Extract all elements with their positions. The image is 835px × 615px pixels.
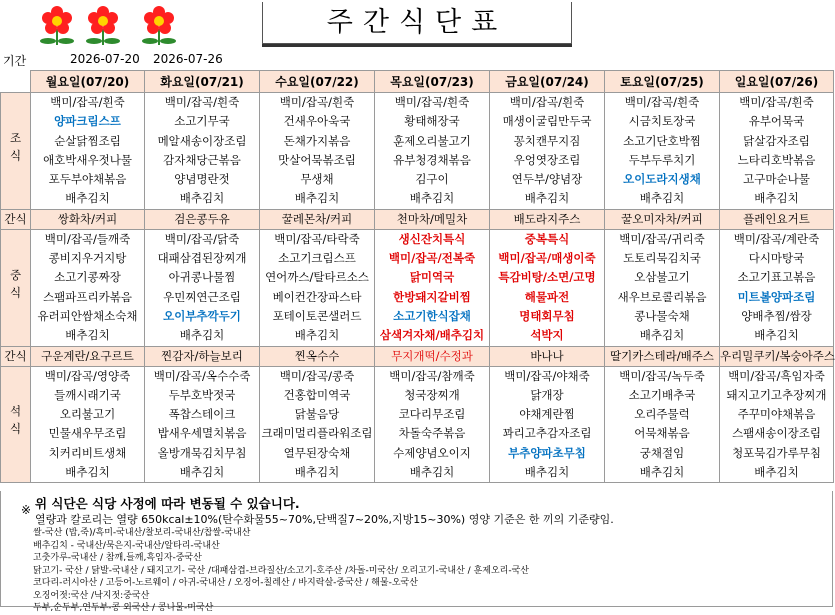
menu-item: 다시마탕국 bbox=[748, 251, 805, 266]
menu-item: 우엉엿장조림 bbox=[513, 152, 581, 167]
period-label: 기간 bbox=[3, 54, 27, 68]
menu-item: 매생이굴림만두국 bbox=[502, 114, 592, 129]
header bbox=[0, 0, 835, 50]
menu-item: 스팸새송이장조림 bbox=[732, 426, 821, 441]
menu-item: 민물새우무조림 bbox=[48, 426, 127, 441]
snack-cell: 쌍화차/커피 bbox=[31, 209, 145, 229]
menu-item: 순살닭찜조림 bbox=[54, 133, 121, 148]
origin-line: 고춧가루-국내산 / 참깨,들깨,흑임자-중국산 bbox=[33, 553, 202, 563]
menu-item: 메알새송이장조림 bbox=[157, 133, 247, 148]
menu-item: 연두부/양념장 bbox=[511, 172, 583, 187]
menu-cell bbox=[490, 93, 605, 210]
menu-item: 백미/잡곡/타락죽 bbox=[274, 231, 360, 246]
menu-item: 크래미멀리플라워조림 bbox=[261, 426, 373, 441]
menu-item: 돼지고기고추장찌개 bbox=[726, 387, 827, 402]
origin-line: 코다리-러시아산 / 고등어-노르웨이 / 아귀-국내산 / 오징어-칠레산 / 바지락살-중국산 / 해물-오국산 bbox=[33, 578, 418, 588]
menu-item: 소고기단호박찜 bbox=[623, 133, 701, 148]
period-end: 2026-07-26 bbox=[153, 52, 223, 66]
day-header: 토요일(07/25) bbox=[605, 71, 720, 93]
menu-cell bbox=[31, 229, 145, 346]
menu-item: 배추김치 bbox=[639, 465, 685, 480]
menu-item: 소고기크림스프 bbox=[278, 251, 356, 266]
menu-item: 백미/잡곡/참깨죽 bbox=[389, 368, 475, 383]
menu-item: 배추김치 bbox=[65, 465, 110, 480]
origin-line: 오징어젓:국산 /낙지젓:중국산 bbox=[33, 590, 150, 601]
menu-item: 차돌숙주볶음 bbox=[398, 426, 466, 441]
menu-item: 닭살감자조림 bbox=[743, 133, 810, 148]
menu-cell bbox=[375, 366, 490, 483]
origin-line: 두부,순두부,연두부-콩 외국산 / 콩나물-미국산 bbox=[33, 603, 214, 613]
menu-item: 백미/잡곡/흰죽 bbox=[279, 95, 355, 109]
snack-cell: 찐옥수수 bbox=[260, 346, 375, 366]
menu-cell bbox=[605, 93, 720, 210]
snack-cell: 무지개떡/수정과 bbox=[375, 346, 490, 366]
menu-item: 궁채절임 bbox=[639, 445, 685, 460]
menu-item: 백미/잡곡/들깨죽 bbox=[44, 231, 131, 246]
breakfast-row bbox=[1, 93, 834, 210]
snack-cell: 천마차/메밀차 bbox=[375, 209, 490, 229]
snack-cell: 플레인요거트 bbox=[720, 209, 834, 229]
menu-item: 백미/잡곡/전복죽 bbox=[388, 251, 476, 266]
menu-item: 양념명란젓 bbox=[174, 172, 230, 187]
menu-item: 수제양념오이지 bbox=[393, 445, 471, 460]
menu-item: 밥새우세멸치볶음 bbox=[157, 426, 247, 441]
menu-item: 배추김치 bbox=[294, 465, 340, 480]
menu-item: 생신잔치특식 bbox=[398, 231, 466, 246]
day-header: 금요일(07/24) bbox=[490, 71, 605, 93]
menu-item: 배추김치 bbox=[294, 191, 340, 206]
menu-item: 배추김치 bbox=[639, 191, 685, 206]
menu-item: 꽁치캔무지짐 bbox=[513, 133, 581, 148]
menu-item: 유부어묵국 bbox=[748, 114, 805, 129]
menu-item: 백미/잡곡/야채죽 bbox=[504, 368, 590, 383]
snack-cell: 꿀레몬차/커피 bbox=[260, 209, 375, 229]
menu-item: 소고기무국 bbox=[174, 114, 230, 129]
menu-item: 맛살어묵볶조림 bbox=[278, 152, 356, 167]
menu-cell bbox=[720, 366, 834, 483]
menu-item: 배추김치 bbox=[524, 465, 570, 480]
corner-cell bbox=[1, 71, 31, 93]
snack-cell: 배도라지주스 bbox=[490, 209, 605, 229]
menu-item: 들깨시래기국 bbox=[54, 387, 121, 402]
menu-item: 건새우아욱국 bbox=[283, 114, 351, 129]
menu-cell bbox=[260, 229, 375, 346]
menu-item: 배추김치 bbox=[179, 191, 225, 206]
menu-item: 배추김치 bbox=[409, 191, 455, 206]
menu-item: 포두부야채볶음 bbox=[48, 172, 127, 187]
menu-item: 백미/잡곡/닭죽 bbox=[164, 231, 240, 246]
menu-item: 청포묵김가루무침 bbox=[732, 445, 821, 460]
menu-cell bbox=[490, 366, 605, 483]
menu-item: 대패삼겹된장찌개 bbox=[157, 251, 247, 266]
menu-item: 오리주물럭 bbox=[634, 407, 690, 422]
menu-item: 고구마순나물 bbox=[743, 172, 810, 187]
menu-item: 열무된장숙채 bbox=[283, 445, 351, 460]
menu-item: 연어까스/탈타르소스 bbox=[265, 270, 369, 285]
menu-cell bbox=[720, 229, 834, 346]
origin-line: 쌀-국산 (밥,죽)/흑미-국내산/찰보리-국내산/찹쌀-국내산 bbox=[33, 528, 251, 538]
menu-item: 소고기표고볶음 bbox=[737, 270, 816, 285]
menu-item: 배추김치 bbox=[65, 328, 110, 343]
menu-item: 백미/잡곡/흑임자죽 bbox=[728, 368, 825, 383]
day-header: 일요일(07/26) bbox=[720, 71, 834, 93]
snack-cell: 구운계란/요구르트 bbox=[31, 346, 145, 366]
menu-item: 황태해장국 bbox=[404, 114, 460, 129]
note-change: 위 식단은 식당 사정에 따라 변동될 수 있습니다. bbox=[35, 496, 300, 511]
menu-item: 배추김치 bbox=[639, 328, 685, 343]
menu-item: 배추김치 bbox=[179, 328, 225, 343]
menu-item: 오이부추깍두기 bbox=[163, 308, 241, 323]
menu-item: 소고기배추국 bbox=[628, 387, 696, 402]
origin-line: 닭고기- 국산 / 닭발-국내산 / 돼지고기- 국산 /대패삼겹-브라질산/소고기-호주산 /차돌-미국산/ 오리고기-국내산 / 훈제오리-국산 bbox=[33, 565, 529, 576]
menu-item: 배추김치 bbox=[754, 191, 799, 206]
meal-label-breakfast: 조식 bbox=[1, 93, 31, 210]
menu-item: 닭미역국 bbox=[409, 270, 455, 285]
menu-item: 배추김치 bbox=[524, 191, 570, 206]
menu-item: 폭찹스테이크 bbox=[168, 407, 236, 422]
menu-item: 감자채당근볶음 bbox=[163, 152, 241, 167]
note-nutrition: 열량과 칼로리는 열량 650kcal±10%(탄수화물55~70%,단백질7~20%,지방15~30%) 영양 기준은 한 끼의 기준량임. bbox=[35, 513, 614, 526]
menu-item: 백미/잡곡/귀리죽 bbox=[619, 231, 705, 246]
menu-item: 두부두루치기 bbox=[628, 152, 696, 167]
origin-list bbox=[33, 527, 529, 615]
meal-label-snack-am: 간식 bbox=[1, 209, 31, 229]
menu-cell bbox=[31, 93, 145, 210]
flower-icon bbox=[35, 3, 205, 45]
menu-item: 애호박새우젓나물 bbox=[43, 152, 132, 167]
menu-item: 닭개장 bbox=[530, 387, 564, 402]
day-header: 목요일(07/23) bbox=[375, 71, 490, 93]
meal-label-dinner: 석식 bbox=[1, 366, 31, 483]
snack-am-row bbox=[1, 209, 834, 229]
menu-item: 명태회무침 bbox=[519, 308, 575, 323]
menu-item: 올방개묵김치무침 bbox=[157, 445, 247, 460]
menu-item: 무생채 bbox=[300, 172, 334, 187]
menu-item: 삼색겨자채/배추김치 bbox=[379, 328, 485, 343]
menu-item: 두부호박젓국 bbox=[168, 387, 236, 402]
menu-item: 백미/잡곡/계란죽 bbox=[733, 231, 820, 246]
menu-cell bbox=[260, 366, 375, 483]
menu-cell bbox=[145, 229, 260, 346]
menu-item: 아귀콩나물찜 bbox=[168, 270, 236, 285]
menu-item: 오리불고기 bbox=[59, 407, 116, 422]
menu-item: 특감비탕/소면/고명 bbox=[498, 270, 596, 285]
menu-item: 야채계란찜 bbox=[519, 407, 575, 422]
snack-cell: 바나나 bbox=[490, 346, 605, 366]
lunch-row bbox=[1, 229, 834, 346]
menu-item: 석박지 bbox=[530, 328, 564, 343]
menu-item: 건홍합미역국 bbox=[283, 387, 351, 402]
snack-pm-row bbox=[1, 346, 834, 366]
menu-item: 주꾸미야채볶음 bbox=[737, 407, 816, 422]
menu-cell bbox=[145, 93, 260, 210]
menu-item: 도토리묵김치국 bbox=[623, 251, 701, 266]
menu-item: 백미/잡곡/흰죽 bbox=[164, 95, 240, 109]
menu-item: 한방돼지갈비찜 bbox=[393, 289, 471, 304]
menu-item: 시금치토장국 bbox=[628, 114, 696, 129]
snack-cell: 찐감자/하늘보리 bbox=[145, 346, 260, 366]
menu-item: 돈채가지볶음 bbox=[283, 133, 351, 148]
menu-item: 백미/잡곡/콩죽 bbox=[279, 368, 355, 383]
notes-section bbox=[0, 491, 833, 613]
menu-item: 어묵채볶음 bbox=[634, 426, 690, 441]
period-row bbox=[0, 51, 835, 69]
menu-cell bbox=[375, 229, 490, 346]
menu-item: 미트볼양파조림 bbox=[737, 289, 816, 304]
menu-item: 꽈리고추감자조림 bbox=[502, 426, 592, 441]
menu-item: 중복특식 bbox=[524, 231, 570, 246]
menu-item: 배추김치 bbox=[65, 191, 110, 206]
menu-item: 해물파전 bbox=[524, 289, 570, 304]
day-header: 화요일(07/21) bbox=[145, 71, 260, 93]
menu-cell bbox=[605, 366, 720, 483]
menu-table bbox=[0, 70, 834, 483]
menu-item: 백미/잡곡/흰죽 bbox=[624, 95, 700, 109]
menu-item: 백미/잡곡/옥수수죽 bbox=[153, 368, 251, 383]
menu-item: 배추김치 bbox=[754, 328, 799, 343]
menu-cell bbox=[375, 93, 490, 210]
menu-item: 백미/잡곡/녹두죽 bbox=[619, 368, 705, 383]
menu-item: 스팸파프리카볶음 bbox=[43, 289, 132, 304]
title-underline bbox=[262, 44, 572, 47]
menu-item: 오삼불고기 bbox=[634, 270, 690, 285]
menu-item: 콩나물숙채 bbox=[634, 308, 690, 323]
menu-cell bbox=[490, 229, 605, 346]
menu-cell bbox=[31, 366, 145, 483]
menu-item: 포테이토콘샐러드 bbox=[272, 308, 362, 323]
menu-item: 백미/잡곡/영양죽 bbox=[44, 368, 131, 383]
meal-label-snack-pm: 간식 bbox=[1, 346, 31, 366]
day-header: 월요일(07/20) bbox=[31, 71, 145, 93]
menu-item: 배추김치 bbox=[754, 465, 799, 480]
snack-cell: 꿀오미자차/커피 bbox=[605, 209, 720, 229]
menu-item: 오이도라지생채 bbox=[623, 172, 701, 187]
note-mark: ※ bbox=[21, 503, 32, 517]
menu-item: 훈제오리불고기 bbox=[393, 133, 471, 148]
day-header-row bbox=[1, 71, 834, 93]
period-start: 2026-07-20 bbox=[70, 52, 140, 66]
menu-item: 부추양파초무침 bbox=[508, 445, 586, 460]
snack-cell: 검은콩두유 bbox=[145, 209, 260, 229]
menu-item: 배추김치 bbox=[409, 465, 455, 480]
menu-item: 백미/잡곡/흰죽 bbox=[739, 95, 814, 109]
menu-item: 배추김치 bbox=[179, 465, 225, 480]
menu-cell bbox=[145, 366, 260, 483]
menu-item: 닭불음당 bbox=[294, 407, 340, 422]
menu-item: 백미/잡곡/흰죽 bbox=[394, 95, 470, 109]
menu-item: 느타리호박볶음 bbox=[737, 152, 816, 167]
menu-item: 베이컨간장파스타 bbox=[272, 289, 362, 304]
menu-item: 우민찌연근조림 bbox=[163, 289, 241, 304]
menu-item: 청국장찌개 bbox=[404, 387, 460, 402]
menu-item: 소고기콩짜장 bbox=[54, 270, 121, 285]
menu-item: 김구이 bbox=[415, 172, 449, 187]
menu-item: 백미/잡곡/흰죽 bbox=[509, 95, 585, 109]
day-header: 수요일(07/22) bbox=[260, 71, 375, 93]
menu-cell bbox=[720, 93, 834, 210]
menu-cell bbox=[260, 93, 375, 210]
menu-item: 유러피안쌈채소숙채 bbox=[37, 308, 138, 323]
menu-item: 소고기한식잡채 bbox=[393, 308, 471, 323]
menu-item: 콩비지우거지탕 bbox=[48, 251, 127, 266]
menu-item: 백미/잡곡/흰죽 bbox=[50, 95, 125, 109]
menu-item: 코다리무조림 bbox=[398, 407, 466, 422]
meal-label-lunch: 중식 bbox=[1, 229, 31, 346]
menu-item: 치커리비트생채 bbox=[48, 445, 127, 460]
origin-line: 배추김치 - 국내산/묵은지-국내산/알타리-국내산 bbox=[33, 540, 220, 551]
menu-cell bbox=[605, 229, 720, 346]
snack-cell: 딸기카스테라/배주스 bbox=[605, 346, 720, 366]
page-title: 주간식단표 bbox=[262, 2, 572, 44]
menu-item: 유부청경채볶음 bbox=[393, 152, 471, 167]
menu-item: 새우브로콜리볶음 bbox=[617, 289, 707, 304]
snack-cell: 우리밀쿠키/복숭아주스 bbox=[720, 346, 834, 366]
menu-item: 양배추찜/쌈장 bbox=[741, 308, 812, 323]
dinner-row bbox=[1, 366, 834, 483]
menu-item: 백미/잡곡/매생이죽 bbox=[498, 251, 596, 266]
menu-item: 양파크림스프 bbox=[54, 114, 121, 129]
menu-item: 배추김치 bbox=[294, 328, 340, 343]
